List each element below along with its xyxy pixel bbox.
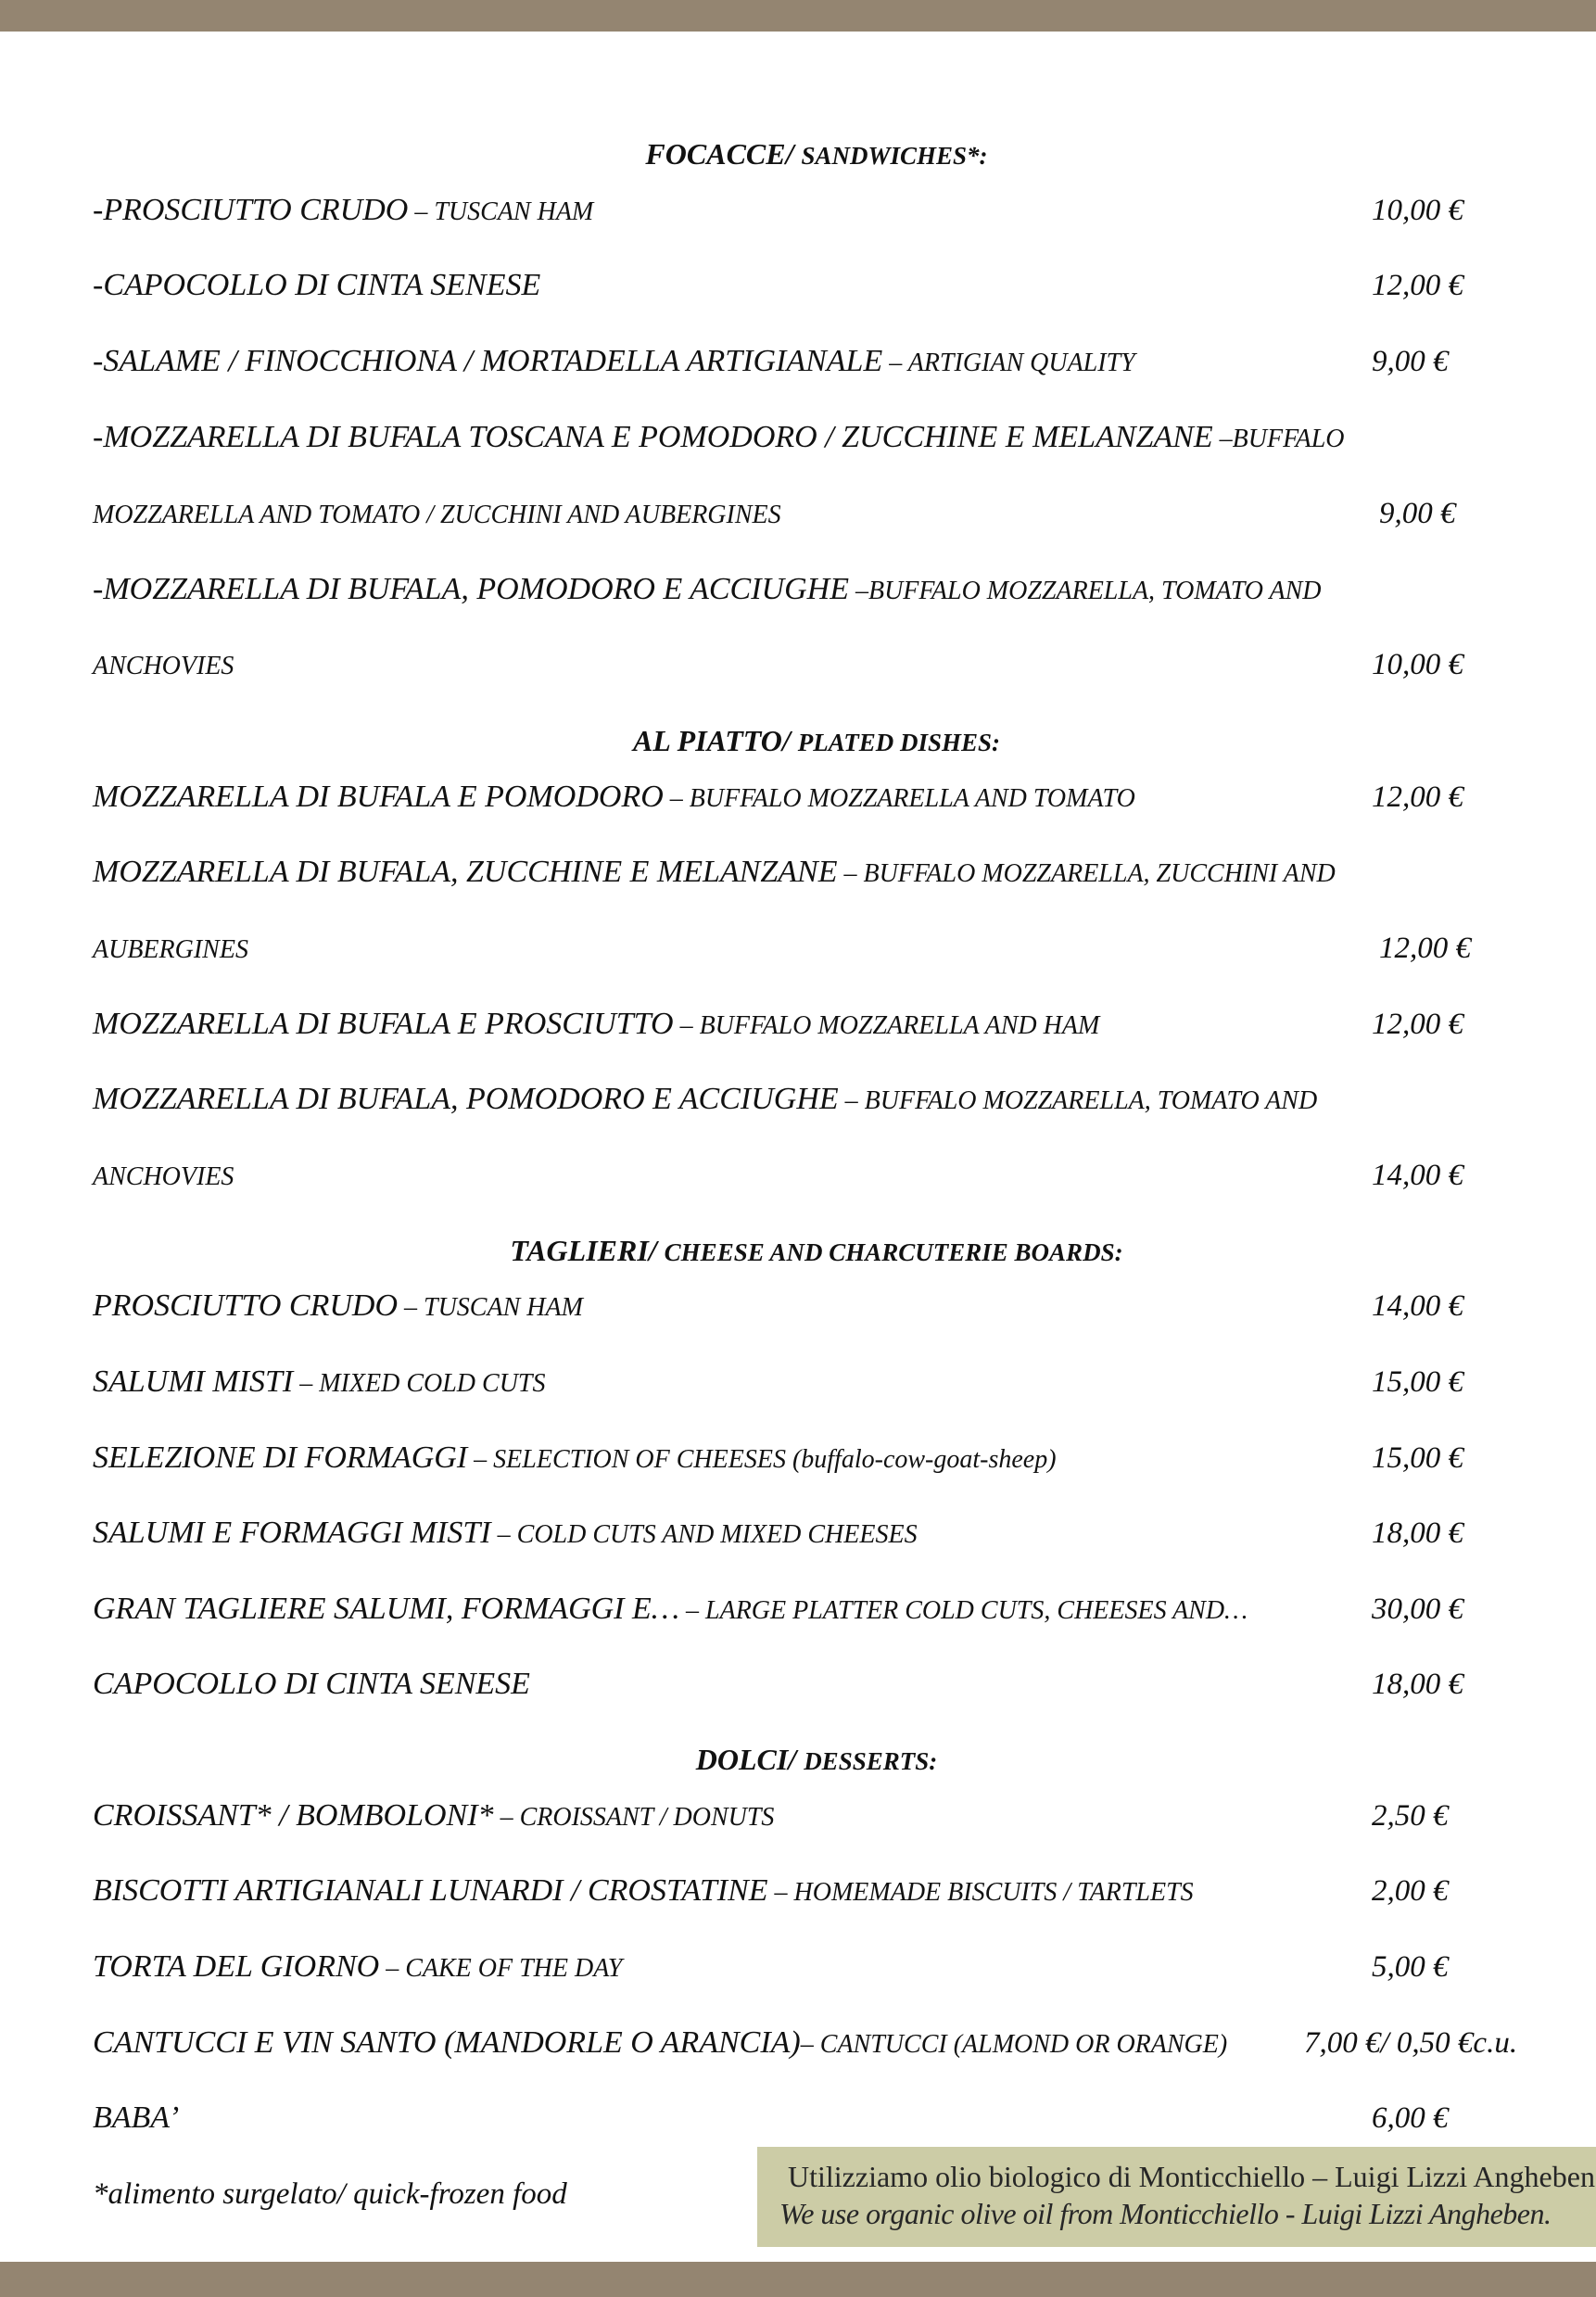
item-price: 6,00 €	[1372, 2101, 1449, 2135]
item-price: 10,00 €	[1372, 194, 1463, 227]
item-price: 14,00 €	[1372, 1289, 1463, 1323]
heading-title: TAGLIERI/	[510, 1234, 657, 1267]
menu-item-salame: -SALAME / FINOCCHIONA / MORTADELLA ARTIGIANALE – ARTIGIAN QUALITY	[93, 344, 1135, 378]
menu-item-bufala-zucchine: MOZZARELLA DI BUFALA, ZUCCHINE E MELANZANE – BUFFALO MOZZARELLA, ZUCCHINI AND	[93, 855, 1336, 889]
menu-item-mozzarella-toscana: -MOZZARELLA DI BUFALA TOSCANA E POMODORO / ZUCCHINE E MELANZANE –BUFFALO	[93, 420, 1345, 454]
menu-item-bufala-pomodoro: MOZZARELLA DI BUFALA E POMODORO – BUFFALO MOZZARELLA AND TOMATO	[93, 780, 1135, 814]
item-price: 12,00 €	[1372, 780, 1463, 814]
menu-item-salumi-formaggi: SALUMI E FORMAGGI MISTI – COLD CUTS AND MIXED CHEESES	[93, 1516, 918, 1550]
heading-subtitle: PLATED DISHES:	[797, 729, 1001, 756]
menu-item-mozzarella-acciughe: -MOZZARELLA DI BUFALA, POMODORO E ACCIUGHE –BUFFALO MOZZARELLA, TOMATO AND	[93, 572, 1322, 606]
menu-item-tagliere-capocollo: CAPOCOLLO DI CINTA SENESE	[93, 1667, 530, 1701]
item-price: 5,00 €	[1372, 1950, 1449, 1984]
item-price: 18,00 €	[1372, 1517, 1463, 1550]
item-price: 12,00 €	[1372, 269, 1463, 302]
menu-item-torta: TORTA DEL GIORNO – CAKE OF THE DAY	[93, 1949, 623, 1984]
section-heading-taglieri	[0, 1232, 1596, 1271]
item-price: 10,00 €	[1372, 648, 1463, 681]
item-price: 30,00 €	[1372, 1593, 1463, 1626]
section-heading-piatto	[0, 722, 1596, 761]
item-price: 7,00 €/ 0,50 €c.u.	[1304, 2026, 1518, 2060]
menu-item-prosciutto-crudo: -PROSCIUTTO CRUDO – TUSCAN HAM	[93, 193, 594, 227]
menu-item-baba: BABA’	[93, 2100, 180, 2135]
heading-subtitle: CHEESE AND CHARCUTERIE BOARDS:	[664, 1238, 1123, 1266]
heading-subtitle: DESSERTS:	[804, 1747, 938, 1775]
heading-title: DOLCI/	[695, 1743, 797, 1776]
heading-subtitle: SANDWICHES*:	[801, 142, 988, 170]
item-price: 15,00 €	[1372, 1441, 1463, 1475]
item-price: 18,00 €	[1372, 1668, 1463, 1701]
section-heading-dolci	[0, 1741, 1596, 1780]
heading-title: AL PIATTO/	[632, 724, 791, 757]
item-price: 2,00 €	[1372, 1874, 1449, 1908]
item-price: 15,00 €	[1372, 1365, 1463, 1399]
item-price: 12,00 €	[1372, 1008, 1463, 1041]
item-price: 2,50 €	[1372, 1799, 1449, 1833]
bottom-border-band	[0, 2262, 1596, 2297]
menu-item-cantucci: CANTUCCI E VIN SANTO (MANDORLE O ARANCIA)– CANTUCCI (ALMOND OR ORANGE)	[93, 2025, 1228, 2060]
menu-item-bufala-prosciutto: MOZZARELLA DI BUFALA E PROSCIUTTO – BUFFALO MOZZARELLA AND HAM	[93, 1007, 1100, 1041]
item-price: 9,00 €	[1379, 497, 1456, 530]
menu-item-salumi-misti: SALUMI MISTI – MIXED COLD CUTS	[93, 1364, 546, 1399]
menu-item-bufala-zucchine-cont: AUBERGINES	[93, 935, 248, 964]
item-price: 14,00 €	[1372, 1159, 1463, 1192]
section-heading-focacce	[0, 135, 1596, 174]
menu-item-gran-tagliere: GRAN TAGLIERE SALUMI, FORMAGGI E… – LARGE PLATTER COLD CUTS, CHEESES AND…	[93, 1592, 1248, 1626]
item-price: 12,00 €	[1379, 932, 1471, 965]
top-border-band	[0, 0, 1596, 32]
olive-oil-notice	[757, 2147, 1596, 2247]
menu-item-bufala-acciughe-cont: ANCHOVIES	[93, 1162, 234, 1191]
menu-item-capocollo: -CAPOCOLLO DI CINTA SENESE	[93, 268, 541, 302]
olive-oil-notice-italian: Utilizziamo olio biologico di Monticchiello – Luigi Lizzi Angheben	[788, 2160, 1595, 2193]
menu-item-bufala-acciughe: MOZZARELLA DI BUFALA, POMODORO E ACCIUGHE – BUFFALO MOZZARELLA, TOMATO AND	[93, 1082, 1318, 1116]
heading-title: FOCACCE/	[645, 137, 794, 171]
menu-item-mozzarella-acciughe-cont: ANCHOVIES	[93, 652, 234, 680]
menu-item-croissant: CROISSANT* / BOMBOLONI* – CROISSANT / DONUTS	[93, 1798, 775, 1833]
menu-item-biscotti: BISCOTTI ARTIGIANALI LUNARDI / CROSTATINE – HOMEMADE BISCUITS / TARTLETS	[93, 1873, 1194, 1908]
menu-item-mozzarella-toscana-cont: MOZZARELLA AND TOMATO / ZUCCHINI AND AUBERGINES	[93, 501, 781, 529]
menu-item-selezione-formaggi: SELEZIONE DI FORMAGGI – SELECTION OF CHEESES (buffalo-cow-goat-sheep)	[93, 1440, 1057, 1475]
menu-item-tagliere-prosciutto: PROSCIUTTO CRUDO – TUSCAN HAM	[93, 1288, 583, 1323]
item-price: 9,00 €	[1372, 345, 1449, 378]
olive-oil-notice-english: We use organic olive oil from Monticchiello - Luigi Lizzi Angheben.	[779, 2197, 1552, 2230]
frozen-food-note: *alimento surgelato/ quick-frozen food	[93, 2177, 567, 2211]
